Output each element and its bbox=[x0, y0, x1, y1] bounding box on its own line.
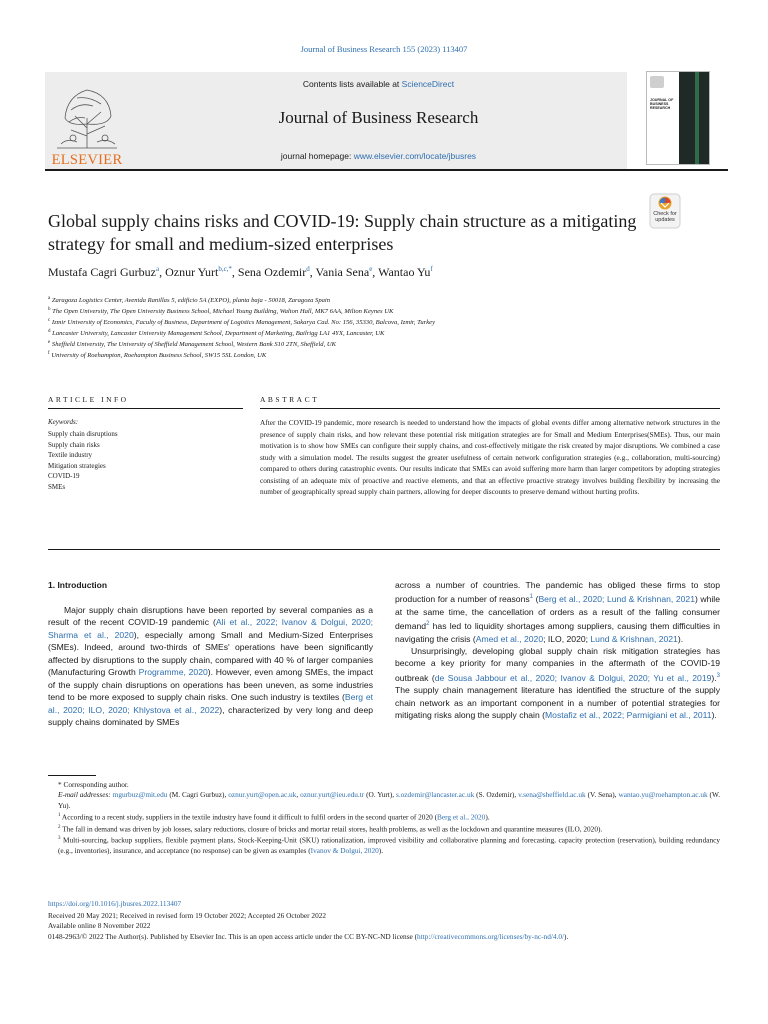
contents-prefix: Contents lists available at bbox=[302, 79, 402, 89]
citation-link[interactable]: de Sousa Jabbour et al., 2020; Ivanov & Dolgui, 2020; Yu et al., 2019 bbox=[434, 672, 712, 683]
body-text: Unsurprisingly, developing global supply chain risk mitigation strategies has become a key priority for many companies in the aftermath of the COVID-19 outbreak ( bbox=[395, 645, 720, 683]
affiliation-marker: e bbox=[48, 340, 51, 345]
email-addresses bbox=[48, 790, 720, 811]
body-text: ), characterized by very long and deep supply chains dominated by SMEs bbox=[48, 704, 374, 728]
available-online: Available online 8 November 2022 bbox=[48, 921, 151, 931]
footnote-text: The fall in demand was driven by job losses, salary reductions, closure of bricks and mortar retail stores, health problems, as well as the lockdown and quarantine measures (ILO, 2020). bbox=[62, 824, 603, 834]
email-owner: , bbox=[296, 790, 301, 800]
header-divider bbox=[45, 169, 728, 171]
keyword-item: COVID-19 bbox=[48, 472, 80, 481]
article-title: Global supply chains risks and COVID-19: Supply chain structure as a mitigating strategy for small and medium-sized enterprises bbox=[48, 211, 637, 254]
email-link[interactable]: mgurbuz@mit.edu bbox=[112, 790, 168, 800]
body-text: ), especially among Small and Medium-Sized Enterprises (SMEs). Indeed, around two-thirds of SMEs' operations have been significantly affected by disruptions to the supply chain, compared with 40 % of larger companies (Manufacturing Growth bbox=[48, 629, 373, 678]
affiliation-text: Sheffield University, The University of Sheffield Management School, Western Bank S10 2TN, Sheffield, UK bbox=[51, 341, 337, 349]
body-text: ). However, even among SMEs, the impact of the supply chain disruptions on operations has been uneven, as some industries tend to be more exposed to supply chain risks. One such industry is textiles ( bbox=[48, 667, 374, 703]
updates-label-line1: Check for bbox=[653, 211, 677, 217]
body-column-right bbox=[395, 579, 720, 722]
check-for-updates-label[interactable] bbox=[645, 211, 685, 223]
author-affiliation-marker[interactable]: a bbox=[155, 265, 160, 273]
abstract-heading: ABSTRACT bbox=[260, 395, 320, 404]
keyword-item: SMEs bbox=[48, 482, 66, 491]
body-text: ) while at the same time, the cancellation of orders as a result of the falling consumer demand bbox=[395, 594, 720, 632]
citation-link[interactable]: Berg et al., 2020; Lund & Krishnan, 2021 bbox=[538, 594, 695, 605]
body-text: ). bbox=[677, 633, 684, 644]
article-history bbox=[48, 911, 720, 942]
affiliation-marker: b bbox=[48, 307, 51, 312]
citation-link[interactable]: Mostafiz et al., 2022; Parmigiani et al., 2011 bbox=[545, 710, 712, 721]
body-paragraph bbox=[395, 645, 720, 722]
footnote-2 bbox=[48, 823, 720, 835]
received-dates: Received 20 May 2021; Received in revised form 19 October 2022; Accepted 26 October 2022 bbox=[48, 911, 327, 920]
body-text: ). bbox=[711, 672, 717, 683]
license-text: ). bbox=[564, 931, 569, 941]
email-link[interactable]: wantao.yu@roehampton.ac.uk bbox=[618, 790, 708, 800]
email-owner: (S. Ozdemir), bbox=[474, 790, 519, 800]
homepage-prefix: journal homepage: bbox=[280, 151, 354, 161]
keyword-item: Mitigation strategies bbox=[48, 461, 106, 470]
citation-link[interactable]: Amed et al., 2020 bbox=[475, 633, 544, 644]
affiliation-marker: c bbox=[48, 318, 51, 323]
author-affiliation-marker[interactable]: d bbox=[306, 265, 310, 273]
author-list bbox=[48, 265, 728, 280]
body-text: Major supply chain disruptions have been reported by several companies as a result of the recent COVID-19 pandemic ( bbox=[48, 605, 373, 628]
author-name: Sena Ozdemir bbox=[237, 265, 307, 279]
affiliation-marker: f bbox=[48, 351, 50, 356]
email-link[interactable]: oznur.yurt@open.ac.uk bbox=[228, 790, 297, 800]
author-name: Oznur Yurt bbox=[165, 265, 219, 279]
body-text: has led to liquidity shortages among suppliers, causing them difficulties in navigating the crisis ( bbox=[395, 621, 720, 644]
citation-link[interactable]: Lund & Krishnan, 2021 bbox=[590, 633, 678, 644]
footnote-marker[interactable]: 2 bbox=[426, 621, 430, 628]
abstract-text: After the COVID-19 pandemic, more research is needed to understand how the impacts of global events differ among alternative network structures in the presence of supply chain risks, and how relevant these potential risk mitigation strategies are for Small and Medium Enterprises(SMEs). Thus, our main motivation is to show how SMEs can configure their supply chains, and cost-effectively mitigate the risk created by major disruptions. We combined a case study with a simulation model. The results suggest the greater usefulness of certain network configuration strategies (e.g., collaboration, multi-sourcing) compared to others during catastrophic events. Our results indicate that SMEs can avoid suffering more harm than larger competitors by adopting strategies consisting of an adequate mix of proactive and reactive elements, and that an effective proactive strategy involves building flexibility by increasing the number of geographically spread supply chain partners, allowing for deeper discounts to preserve demand without hurting profits. bbox=[260, 418, 720, 496]
footnote-marker[interactable]: 1 bbox=[529, 594, 533, 601]
keywords-label: Keywords: bbox=[48, 418, 79, 426]
contents-line bbox=[130, 79, 627, 89]
article-info-rule bbox=[48, 408, 243, 409]
affiliation-text: Izmir University of Economics, Faculty of Business, Department of Logistics Management, Sakarya Cad. No: 156, 35330, Balcova, Izmir, Turkey bbox=[51, 319, 436, 327]
license-statement bbox=[48, 932, 720, 942]
license-text: 0148-2963/© 2022 The Author(s). Published by Elsevier Inc. This is an open access article under the CC BY-NC-ND license ( bbox=[48, 931, 418, 941]
affiliation-text: Zaragoza Logistics Center, Avenida Ranillas 5, edificio 5A (EXPO), planta baja - 50018, Zaragoza Spain bbox=[51, 297, 331, 305]
body-text: ). bbox=[711, 710, 717, 721]
keywords-list bbox=[48, 429, 118, 493]
body-text: ( bbox=[533, 594, 539, 605]
journal-cover-thumbnail[interactable] bbox=[646, 71, 710, 165]
footnote-number: 3 bbox=[58, 836, 61, 842]
keyword-item: Supply chain risks bbox=[48, 440, 100, 449]
affiliation-text: Lancaster University, Lancaster University Management School, Department of Marketing, Bailrigg LA1 4YX, Lancaster, UK bbox=[52, 330, 385, 338]
affiliation-line bbox=[48, 351, 728, 359]
journal-homepage-link[interactable]: www.elsevier.com/locate/jbusres bbox=[353, 151, 477, 161]
keyword-item: Textile industry bbox=[48, 451, 93, 460]
affiliation-text: The Open University, The Open University Business School, Michael Young Building, Walton Hall, MK7 6AA, Milton Keynes UK bbox=[52, 308, 394, 316]
corresponding-author-note: * Corresponding author. bbox=[58, 780, 129, 789]
updates-label-line2: updates bbox=[655, 217, 675, 223]
affiliation-line bbox=[48, 296, 728, 304]
affiliation-line bbox=[48, 318, 728, 326]
email-owner: (W. Yu). bbox=[58, 790, 721, 810]
abstract-bottom-rule bbox=[48, 549, 720, 550]
author-affiliation-marker[interactable]: e bbox=[369, 265, 373, 273]
email-owner: (V. Sena), bbox=[585, 790, 619, 800]
journal-title: Journal of Business Research bbox=[278, 108, 479, 127]
body-text: The supply chain management literature has identified the structure of the supply chain network as an important component in a number of potential strategies for mitigating risks along the supply chain ( bbox=[395, 685, 720, 721]
citation-link[interactable]: Ivanov & Dolgui, 2020 bbox=[310, 846, 379, 856]
sciencedirect-link[interactable]: ScienceDirect bbox=[401, 79, 455, 89]
journal-reference[interactable]: Journal of Business Research 155 (2023) 113407 bbox=[300, 44, 468, 54]
author-name: Wantao Yu bbox=[378, 265, 431, 279]
affiliation-text: University of Roehampton, Roehampton Business School, SW15 5SL London, UK bbox=[51, 352, 267, 360]
author-separator: , bbox=[231, 265, 238, 279]
body-paragraph bbox=[395, 579, 720, 645]
footnote-number: 1 bbox=[58, 812, 61, 818]
citation-link[interactable]: Berg et al., 2020; ILO, 2020; Khlystova et al., 2022 bbox=[48, 692, 373, 715]
footnote-rule bbox=[48, 775, 96, 776]
affiliation-marker: d bbox=[48, 329, 51, 334]
email-link[interactable]: oznur.yurt@ieu.edu.tr bbox=[300, 790, 365, 800]
cover-logo-icon bbox=[650, 76, 664, 88]
author-affiliation-marker[interactable]: b,c,* bbox=[218, 265, 232, 273]
doi-link[interactable]: https://doi.org/10.1016/j.jbusres.2022.113407 bbox=[48, 899, 182, 908]
footnote-text: According to a recent study, suppliers in the textile industry have found it difficult to fulfil orders in the second quarter of 2020 ( bbox=[61, 812, 438, 822]
body-text: ; ILO, 2020; bbox=[543, 633, 591, 644]
affiliation-line bbox=[48, 329, 728, 337]
email-owner: (M. Cagri Gurbuz), bbox=[167, 790, 229, 800]
citation-link[interactable]: Programme, 2020 bbox=[138, 667, 208, 678]
author-name: Vania Sena bbox=[315, 265, 370, 279]
footnote-3 bbox=[48, 834, 720, 856]
cover-dark-panel bbox=[679, 72, 709, 164]
license-link[interactable]: http://creativecommons.org/licenses/by-nc-nd/4.0/ bbox=[417, 931, 565, 941]
footnote-text: ). bbox=[378, 846, 384, 856]
affiliation-marker: a bbox=[48, 296, 51, 301]
journal-homepage-line bbox=[130, 151, 627, 161]
email-owner: (O. Yurt), bbox=[364, 790, 396, 800]
body-text: across a number of countries. The pandemic has obliged these firms to stop production for a number of reasons bbox=[395, 580, 720, 605]
introduction-heading: 1. Introduction bbox=[48, 580, 108, 590]
author-name: Mustafa Cagri Gurbuz bbox=[48, 265, 156, 279]
footnote-1 bbox=[48, 811, 720, 823]
article-info-heading: ARTICLE INFO bbox=[48, 395, 129, 404]
elsevier-wordmark: ELSEVIER bbox=[51, 152, 123, 168]
email-label: E-mail addresses: bbox=[58, 790, 113, 800]
email-link[interactable]: s.ozdemir@lancaster.ac.uk bbox=[396, 790, 475, 800]
author-separator: , bbox=[159, 265, 166, 279]
email-link[interactable]: v.sena@sheffield.ac.uk bbox=[518, 790, 586, 800]
keyword-item: Supply chain disruptions bbox=[48, 430, 118, 438]
footnote-marker[interactable]: 3 bbox=[716, 672, 720, 679]
author-separator: , bbox=[309, 265, 316, 279]
cover-stripe bbox=[695, 72, 699, 164]
footnote-number: 2 bbox=[58, 824, 61, 830]
affiliation-line bbox=[48, 340, 728, 348]
body-column-left bbox=[48, 604, 373, 729]
author-separator: , bbox=[372, 265, 379, 279]
citation-link[interactable]: Ali et al., 2022; Ivanov & Dolgui, 2020; Sharma et al., 2020 bbox=[48, 617, 373, 640]
footnotes bbox=[48, 780, 720, 856]
affiliation-line bbox=[48, 307, 728, 315]
cover-title: JOURNAL OF BUSINESS RESEARCH bbox=[650, 98, 674, 111]
citation-link[interactable]: Berg et al., 2020 bbox=[437, 812, 486, 822]
abstract-top-rule bbox=[260, 408, 720, 409]
footnote-text: Multi-sourcing, backup suppliers, flexible payment plans, Stock-Keeping-Unit (SKU) rationalization, improved visibility and collaborative planning and forecasting, capacity protection (reservation), building redundancy (e.g., inventories), insurance, and acceptance (no response) can be given as examples ( bbox=[58, 835, 721, 856]
author-affiliation-marker[interactable]: f bbox=[430, 265, 433, 273]
footnote-text: ). bbox=[485, 812, 490, 822]
